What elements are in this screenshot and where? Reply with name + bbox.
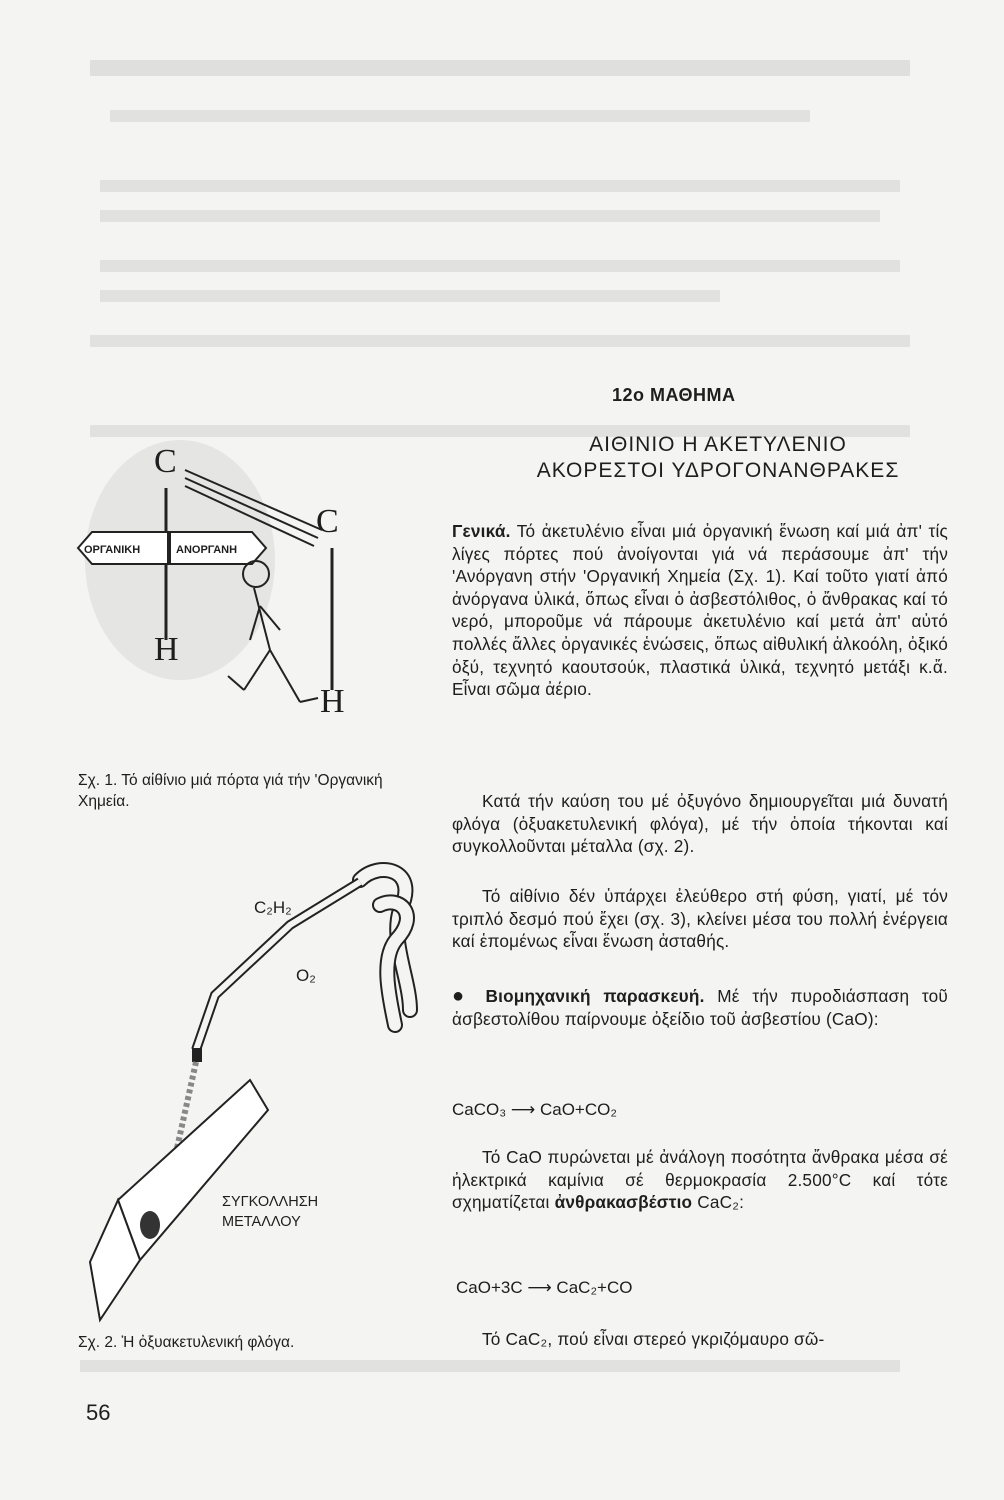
page-number: 56 [86,1400,111,1425]
figure-2-caption: Σχ. 2. Ἡ ὀξυακετυλενική φλόγα. [78,1334,295,1351]
combustion-text: Κατά τήν καύση του μέ ὀξυγόνο δημιουργεῖται μιά δυνατή φλόγα (ὀξυακετυλενική φλόγα), μέ τήν ὁποία τήκονται καί συγκολλοῦνται μέταλλα (σχ. 2). [452,791,948,857]
atom-c2: C [316,503,339,540]
bullet-icon: ● [452,985,486,1007]
lesson-title-line2: ΑΚΟΡΕΣΤΟΙ ΥΔΡΟΓΟΝΑΝΘΡΑΚΕΣ [536,459,900,482]
intro-heading: Γενικά. [452,521,511,541]
cao-text-a: Τό CaO πυρώνεται μέ ἀνάλογη ποσότητα ἄνθρακα μέσα σέ ἠλεκτρικά καμίνια σέ θερμοκρασία 2.500°C καί τότε σχηματίζεται [452,1147,948,1213]
equation-1: CaCO₃ ⟶ CaO+CO₂ [452,1100,617,1119]
sign-left-label: ΟΡΓΑΝΙΚΗ [84,544,141,556]
figure-1-caption: Σχ. 1. Τό αἰθίνιο μιά πόρτα γιά τήν 'Οργανική Χημεία. [78,772,383,810]
sign-right-label: ΑΝΟΡΓΑΝΗ [176,544,238,556]
unstable-text: Τό αἰθίνιο δέν ὑπάρχει ἐλεύθερο στή φύση, γιατί, μέ τόν τριπλό δεσμό πού ἔχει (σχ. 3), κλείνει μέσα του πολλή ἐνέργεια καί ἑπομένως εἶναι ἕνωση ἀσταθής. [452,886,948,952]
intro-text: Τό ἀκετυλένιο εἶναι μιά ὀργανική ἕνωση καί μιά ἀπ' τίς λίγες πόρτες πού ἀνοίγονται γιά νά περάσουμε ἀπ' τήν 'Ανόργανη στήν 'Οργανική Χημεία (Σχ. 1). Καί τοῦτο γιατί ἀπό ἀνόργανα ὑλικά, ὅπως εἶναι ὁ ἀσβεστόλιθος, ὁ ἄνθρακας καί τό νερό, μποροῦμε νά πάρουμε ἀκετυλένιο καί μετά ἀπ' αὐτό πολλές ἄλλες ὀργανικές ἑνώσεις, ὅπως αἰθυλική ἀλκοόλη, ὀξικό ὀξύ, τεχνητό καουτσούκ, πλαστικά ὑλικά, τεχνητό μετάξι κ.ἄ. Εἶναι σῶμα ἀέριο. [452,521,948,700]
last-line-text: Τό CaC₂, πού εἶναι στερεό γκριζόμαυρο σῶ- [482,1329,825,1349]
cao-bold: ἀνθρακασβέστιο [554,1192,693,1213]
welding-label-line1: ΣΥΓΚΟΛΛΗΣΗ [222,1194,319,1210]
lesson-label: 12ο ΜΑΘΗΜΑ [612,385,736,405]
label-o2: O₂ [296,966,316,985]
atom-c1: C [154,443,177,480]
atom-h1: H [154,631,179,668]
industrial-text: Μέ τήν πυροδιάσπαση τοῦ ἀσβεστολίθου παίρνουμε ὀξείδιο τοῦ ἀσβεστίου (CaO): [452,986,948,1029]
equation-2: CaO+3C ⟶ CaC₂+CO [456,1278,633,1297]
label-c2h2: C₂H₂ [254,898,292,917]
industrial-heading: Βιομηχανική παρασκευή. [485,986,705,1006]
welding-label-line2: ΜΕΤΑΛΛΟΥ [222,1214,301,1230]
lesson-title-line1: ΑΙΘΙΝΙΟ Η ΑΚΕΤΥΛΕΝΙΟ [589,433,847,456]
atom-h2: H [320,683,345,720]
cao-text-b: CaC₂: [692,1192,745,1213]
